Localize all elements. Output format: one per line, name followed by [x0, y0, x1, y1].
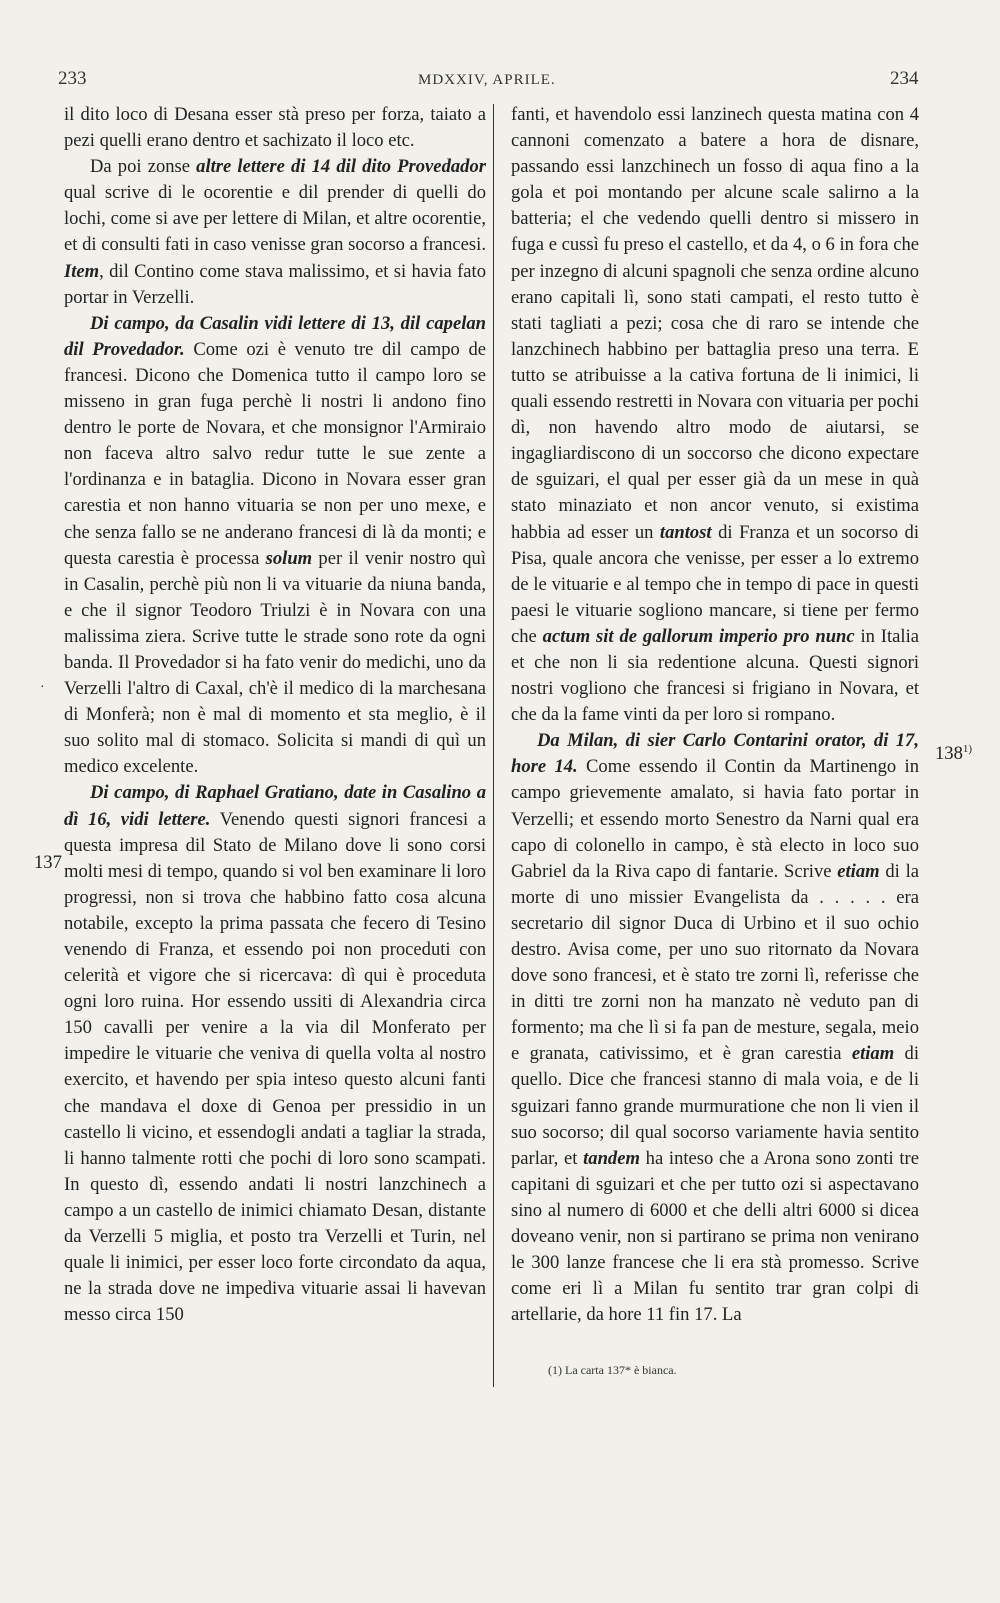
right-paragraph-1	[511, 102, 919, 728]
page-number-left: 233	[58, 68, 87, 89]
margin-bullet: ·	[40, 680, 45, 695]
text-run: fanti, et havendolo essi lanzinech questa matina con 4 cannoni comenzato a batere a hora de disnare, passando essi lanzchinech un fosso di aqua fino a la gola et poi montando per alcune scale salirno a la batteria; el che vedendo quelli dentro si missero in fuga e cussì fu preso el castello, et da 4, o 6 in fora che per inzegno di alcuni spagnoli che senza ordine alcuno erano capitali lì, sono stati campati, el resto tutto è stati tagliati a pezi; cosa che di raro se intende che lanzchinech habbino per battaglia preso una terra. E tutto se atribuisse a la cativa fortuna de li inimici, li quali essendo restretti in Novara con vituaria per pochi dì, non havendo altro modo de aiutarsi, se ingagliardiscono di un soccorso che dicono expectare de sguizari, el qual per esser già da un mese in quà stato minaziato et non ancor venuto, si existima habbia ad esser un	[511, 104, 919, 543]
italic-run: altre lettere di 14 dil dito Provedador	[196, 156, 486, 178]
text-run: per il venir nostro quì in Casalin, perchè più non li va vituarie da niuna banda, e che il signor Teodoro Triulzi è in Novara con una malissima ziera. Scrive tutte le strade sono rote da ogni banda. Il Provedador si ha fato venir do medichi, uno da Verzelli l'altro di Caxal, ch'è il medico di la marchesana di Monferà; non è mal di momento et sta meglio, è il suo solito mal di stomaco. Solicita si mandi di quì un medico excelente.	[64, 547, 487, 778]
entry-heading: Di campo, da Casalin vidi lettere di 13, dil capelan dil Provedador.	[64, 312, 486, 360]
margin-note-right-number: 138	[935, 743, 963, 765]
italic-run: tantost	[659, 521, 712, 543]
column-divider	[493, 104, 494, 1387]
italic-run: etiam	[837, 860, 880, 882]
text-run: di Franza et un socorso di Pisa, quale ancora che venisse, per esser a lo extremo de le vituarie e al tempo che in tempo di pace in questi paesi le vituarie sogliono mancare, si tiene per fermo che	[511, 521, 919, 647]
left-paragraph-2	[64, 154, 486, 311]
entry-heading: Da Milan, di sier Carlo Contarini orator, di 17, hore 14.	[511, 730, 919, 778]
text-run: di quello. Dice che francesi stanno di mala voia, e de li sguizari fanno grande murmuratione che non li vien il suo socorso; dil qual socorso variamente havia sentito parlar, et	[511, 1043, 919, 1169]
footnote: (1) La carta 137* è bianca.	[548, 1363, 677, 1377]
italic-run: Item	[64, 260, 100, 282]
text-run: qual scrive di le ocorentie e dil prender di quelli do lochi, come si ave per lettere di Milan, et altre ocorentie, et di consulti fati in caso venisse gran socorso a francesi.	[64, 182, 486, 256]
text-run: ha inteso che a Arona sono zonti tre capitani di sguizari et che per tutto ozi si aspectavano sino al numero di 6000 et che delli altri 6000 si dicea doveano venir, non si partirano se prima non venirano le 300 lanze francese che li era stà promesso. Scrive come eri lì a Milan fu sentito trar gran colpi di artellarie, da hore 11 fin 17. La	[511, 1147, 919, 1326]
italic-run: tandem	[583, 1147, 640, 1169]
text-run: Venendo questi signori francesi a questa impresa dil Stato de Milano dove li sono corsi molti mesi di tempo, quando si vol ben examinare li loro progressi, non si trova che habbino fatto cosa alcuna notabile, excepto la prima passata che fecero di Tesino venendo di Franza, et essendo poi non proceduti con celerità et vigore che si ricercava: dì qui è proceduta ogni loro ruina. Hor essendo ussiti di Alexandria circa 150 cavalli per venire a la via dil Monferato per impedire le vituarie che veniva di quella volta al nostro exercito, et havendo per spia inteso questo alcuni fanti che mandava el doxe di Genoa per pressidio in un castello li vicino, et essendogli andati a tagliar la strada, li hanno talmente rotti che pochi di loro sono scampati. In questo dì, essendo andati li nostri lanzchinech a campo a un castello de inimici chiamato Desan, distante da Verzelli 5 miglia, et posto tra Verzelli et Turin, nel quale li inimici, per esser loco forte circondato da aqua, ne la strada dove ne impediva vituarie assai li havevan messo circa 150	[64, 808, 486, 1326]
left-paragraph-4	[64, 780, 486, 1328]
entry-heading: Di campo, di Raphael Gratiano, date in Casalino a dì 16, vidi lettere.	[64, 782, 486, 830]
right-column	[511, 102, 919, 1328]
margin-note-right	[935, 743, 972, 765]
left-paragraph-1: il dito loco di Desana esser stà preso per forza, taiato a pezi quelli erano dentro et sachizato il loco etc.	[64, 104, 486, 152]
text-run: di la morte di uno missier Evangelista da . . . . . era secretario dil signor Duca di Urbino et il suo ochio destro. Avisa come, per uno suo ritornato da Novara dove sono francesi, et è stato tre zorni lì, referisse che in ditti tre zorni non ha manzato nè veduto pan di formento; ma che lì si fa pan de mesture, segala, meio e granata, cativissimo, et è gran carestia	[511, 860, 919, 1065]
margin-note-right-sup: 1)	[962, 743, 973, 755]
left-paragraph-3	[64, 311, 486, 781]
text-run: Come essendo il Contin da Martinengo in campo grievemente amalato, si havia fato portar in Verzelli; et essendo morto Senestro da Narni qual era capo di colonello in campo, è stà electo in loco suo Gabriel da la Riva capo di fantarie. Scrive	[511, 756, 919, 882]
text-run: Da poi zonse	[90, 156, 197, 178]
italic-run: solum	[265, 547, 313, 569]
page-number-right: 234	[890, 68, 919, 89]
running-title: MDXXIV, APRILE.	[418, 72, 556, 88]
italic-run: etiam	[851, 1043, 895, 1065]
right-paragraph-2	[511, 728, 919, 1328]
text-run: , dil Contino come stava malissimo, et si havia fato portar in Verzelli.	[64, 260, 486, 308]
text-run: Come ozi è venuto tre dil campo de francesi. Dicono che Domenica tutto il campo loro se misseno in gran fuga perchè li nostri li andono fino dentro le porte de Novara, et che monsignor l'Armiraio non faceva altro salvo redur tutte le sue zente a l'ordinanza e in bataglia. Dicono in Novara esser gran carestia et non hanno vituaria se non per uno mexe, e che senza fallo se ne anderano francesi di là da monti; e questa carestia è processa	[64, 338, 486, 569]
italic-run: actum sit de gallorum imperio pro nunc	[542, 625, 855, 647]
margin-note-left: 137	[34, 852, 62, 873]
left-column	[64, 102, 486, 1328]
text-run: in Italia et che non li sia redentione alcuna. Questi signori nostri vogliono che francesi si frigiano in Novara, et che da la fame vinti da per loro si rompano.	[511, 625, 919, 726]
